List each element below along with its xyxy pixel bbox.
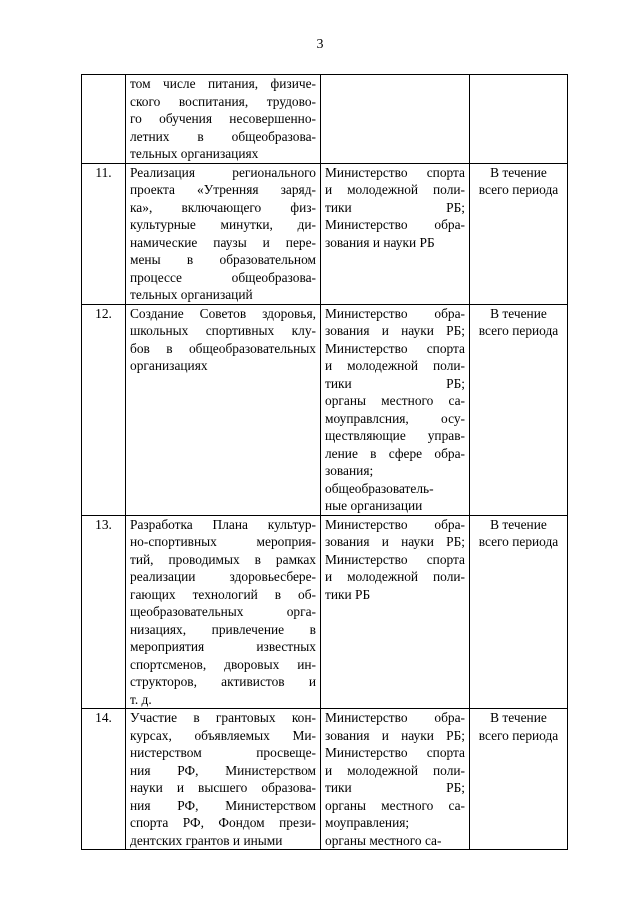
row-number: 14. bbox=[82, 709, 126, 850]
event-cell-line: гающих технологий в об- bbox=[130, 586, 316, 602]
row-number: 11. bbox=[82, 163, 126, 304]
event-cell-line: ния РФ, Министерством bbox=[130, 797, 316, 813]
event-cell-line: спорта РФ, Фондом прези- bbox=[130, 815, 316, 830]
event-cell bbox=[126, 75, 321, 164]
term-cell bbox=[470, 709, 568, 850]
executor-cell-line: зования и науки РБ; bbox=[325, 534, 465, 549]
executor-cell-line: тики РБ; bbox=[325, 199, 465, 215]
row-number: 12. bbox=[82, 304, 126, 515]
event-cell-line: структоров, активистов и bbox=[130, 674, 316, 689]
table-row bbox=[82, 709, 568, 850]
event-cell-line: т. д. bbox=[130, 691, 152, 707]
executor-cell-line: общеобразователь- bbox=[325, 480, 434, 496]
event-cell-line: мены в образовательном bbox=[130, 252, 316, 267]
event-cell-line: организациях bbox=[130, 358, 208, 373]
executor-cell-line: ление в сфере обра- bbox=[325, 445, 465, 461]
table-row bbox=[82, 304, 568, 515]
executor-cell-line: моуправления; bbox=[325, 815, 410, 830]
executor-cell-line: и молодежной поли- bbox=[325, 762, 465, 778]
executor-cell-line: Министерство спорта bbox=[325, 551, 465, 567]
event-cell-line: Создание Советов здоровья, bbox=[130, 305, 316, 321]
event-cell-line: но-спортивных мероприя- bbox=[130, 534, 316, 549]
event-cell-line: науки и высшего образова- bbox=[130, 780, 316, 795]
event-cell-line: низациях, привлечение в bbox=[130, 621, 316, 637]
event-cell bbox=[126, 515, 321, 709]
executor-cell-line: зования и науки РБ; bbox=[325, 323, 465, 338]
row-number bbox=[82, 75, 126, 164]
event-cell-line: летних в общеобразова- bbox=[130, 128, 316, 144]
executor-cell-line: органы местного са- bbox=[325, 832, 442, 848]
event-cell bbox=[126, 304, 321, 515]
table-row bbox=[82, 163, 568, 304]
table-row bbox=[82, 515, 568, 709]
event-cell-line: ка», включающего физ- bbox=[130, 199, 316, 215]
event-cell-line: реализации здоровьесбере- bbox=[130, 569, 316, 584]
term-cell-line: всего периода bbox=[478, 727, 559, 743]
executor-cell-line: органы местного са- bbox=[325, 393, 465, 408]
executor-cell bbox=[321, 75, 470, 164]
event-cell-line: Участие в грантовых кон- bbox=[130, 710, 316, 725]
executor-cell-line: Министерство обра- bbox=[325, 217, 465, 232]
term-cell-line: В течение bbox=[490, 710, 547, 725]
executor-cell bbox=[321, 515, 470, 709]
event-cell-line: го обучения несовершенно- bbox=[130, 111, 316, 126]
event-cell-line: том числе питания, физиче- bbox=[130, 76, 316, 91]
term-cell bbox=[470, 515, 568, 709]
executor-cell-line: зования и науки РБ bbox=[325, 234, 435, 250]
page-number: 3 bbox=[316, 37, 324, 52]
plan-table bbox=[81, 74, 568, 850]
executor-cell-line: и молодежной поли- bbox=[325, 358, 465, 373]
row-number: 13. bbox=[82, 515, 126, 709]
executor-cell-line: ные организации bbox=[325, 498, 423, 513]
executor-cell-line: тики РБ bbox=[325, 586, 371, 602]
plan-table-body bbox=[82, 75, 568, 850]
executor-cell-line: моуправлсния, осу- bbox=[325, 410, 465, 426]
event-cell-line: тий, проводимых в рамках bbox=[130, 551, 316, 567]
executor-cell-line: зования; bbox=[325, 463, 374, 478]
event-cell-line: ния РФ, Министерством bbox=[130, 762, 316, 778]
executor-cell-line: ществляющие управ- bbox=[325, 428, 465, 443]
event-cell-line: процессе общеобразова- bbox=[130, 269, 316, 285]
event-cell-line: курсах, объявляемых Ми- bbox=[130, 727, 316, 743]
term-cell-line: В течение bbox=[490, 164, 547, 180]
event-cell bbox=[126, 163, 321, 304]
event-cell-line: спортсменов, дворовых ин- bbox=[130, 656, 316, 672]
executor-cell-line: и молодежной поли- bbox=[325, 182, 465, 197]
term-cell-line: В течение bbox=[490, 516, 547, 532]
event-cell-line: тельных организаций bbox=[130, 287, 253, 302]
term-cell-line: В течение bbox=[490, 305, 547, 321]
event-cell-line: дентских грантов и иными bbox=[130, 832, 283, 848]
event-cell-line: тельных организациях bbox=[130, 146, 259, 161]
term-cell-line: всего периода bbox=[478, 323, 559, 338]
executor-cell-line: тики РБ; bbox=[325, 375, 465, 391]
event-cell-line: ского воспитания, трудово- bbox=[130, 93, 316, 109]
executor-cell-line: Министерство спорта bbox=[325, 164, 465, 180]
executor-cell-line: Министерство спорта bbox=[325, 340, 465, 356]
executor-cell-line: Министерство спорта bbox=[325, 745, 465, 760]
executor-cell-line: и молодежной поли- bbox=[325, 569, 465, 584]
event-cell-line: намические паузы и пере- bbox=[130, 234, 316, 250]
event-cell-line: школьных спортивных клу- bbox=[130, 323, 316, 338]
executor-cell-line: Министерство обра- bbox=[325, 516, 465, 532]
executor-cell bbox=[321, 163, 470, 304]
event-cell bbox=[126, 709, 321, 850]
executor-cell-line: органы местного са- bbox=[325, 797, 465, 813]
event-cell-line: нистерством просвеще- bbox=[130, 745, 316, 760]
event-cell-line: Разработка Плана культур- bbox=[130, 516, 316, 532]
term-cell-line: всего периода bbox=[478, 182, 559, 197]
term-cell bbox=[470, 75, 568, 164]
executor-cell-line: Министерство обра- bbox=[325, 710, 465, 725]
event-cell-line: культурные минутки, ди- bbox=[130, 217, 316, 232]
executor-cell bbox=[321, 709, 470, 850]
event-cell-line: Реализация регионального bbox=[130, 164, 316, 180]
table-row bbox=[82, 75, 568, 164]
executor-cell-line: тики РБ; bbox=[325, 780, 465, 795]
term-cell bbox=[470, 304, 568, 515]
event-cell-line: проекта «Утренняя заряд- bbox=[130, 182, 316, 197]
event-cell-line: бов в общеобразовательных bbox=[130, 340, 316, 356]
term-cell bbox=[470, 163, 568, 304]
executor-cell-line: зования и науки РБ; bbox=[325, 727, 465, 743]
executor-cell-line: Министерство обра- bbox=[325, 305, 465, 321]
event-cell-line: мероприятия известных bbox=[130, 639, 316, 654]
executor-cell bbox=[321, 304, 470, 515]
term-cell-line: всего периода bbox=[478, 534, 559, 549]
event-cell-line: щеобразовательных орга- bbox=[130, 604, 316, 619]
